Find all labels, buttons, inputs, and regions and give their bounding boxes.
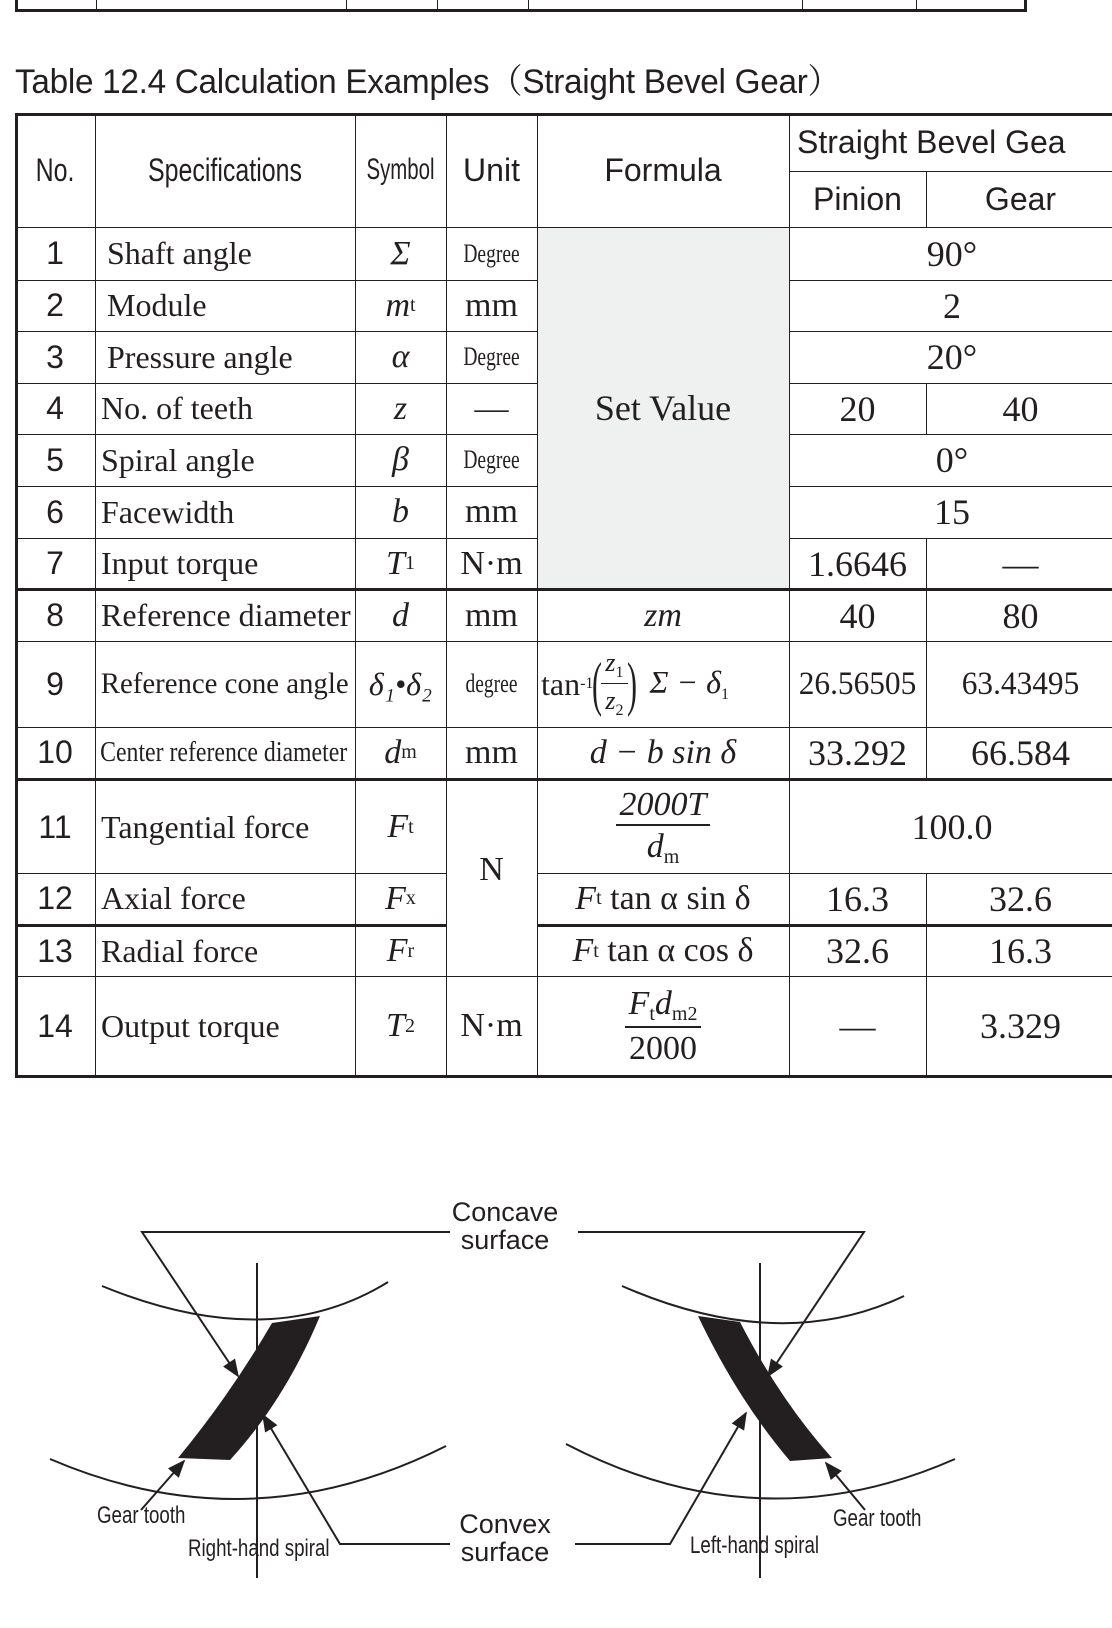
row-2-unit: mm: [465, 286, 518, 324]
left-hand-spiral-label: Left-hand spiral: [690, 1532, 820, 1559]
row-10-symbol: d m: [384, 733, 417, 771]
row-9-spec: Reference cone angle: [100, 667, 349, 700]
row-10-formula: d − b sin δ: [589, 733, 737, 771]
gear-tooth-shape-right: [698, 1316, 832, 1461]
row-4-gear: 40: [1002, 388, 1039, 429]
row-7-no: 7: [46, 545, 64, 581]
row-8-symbol: d: [392, 596, 409, 634]
header-pinion: Pinion: [813, 180, 902, 217]
row-8-pinion: 40: [839, 595, 876, 636]
concave-surface-label: Concave surface: [451, 1197, 559, 1255]
row-12-spec: Axial force: [101, 880, 246, 916]
row-12-symbol: F x: [385, 879, 416, 917]
previous-table-fragment: [15, 0, 1027, 12]
row-10-unit: mm: [465, 733, 518, 771]
header-specifications: Specifications: [147, 151, 303, 188]
row-5-symbol: β: [392, 441, 409, 478]
row-11-formula: $\frac{2000T}{d_m}$: [537, 781, 789, 873]
set-value-label: Set Value: [594, 387, 732, 428]
row-13-spec: Radial force: [101, 932, 259, 969]
row-1-value: 90°: [926, 233, 978, 274]
right-hand-spiral-label: Right-hand spiral: [188, 1535, 330, 1562]
row-5-value: 0°: [935, 440, 969, 480]
row-7-symbol: T 1: [386, 544, 415, 582]
row-9-unit: degree: [465, 669, 518, 698]
convex-surface-label: Convex surface: [459, 1509, 551, 1567]
row-8-unit: mm: [465, 596, 518, 634]
row-1-symbol: Σ: [390, 234, 411, 272]
row-11-no: 11: [38, 808, 72, 845]
row-8-spec: Reference diameter: [101, 597, 351, 633]
rows-11-13-unit: N: [479, 851, 504, 888]
row-9-formula: tan -1 ( $\frac{z_1}{z_2}$ ) $\Sigma - \delta_1$: [541, 647, 729, 719]
row-8-no: 8: [46, 597, 64, 633]
row-1-unit: Degree: [463, 238, 520, 268]
row-11-symbol: F t: [387, 808, 414, 845]
row-4-no: 4: [46, 390, 64, 426]
gear-tooth-label-right: Gear tooth: [833, 1505, 922, 1532]
row-6-no: 6: [46, 493, 64, 530]
row-14-spec: Output torque: [101, 1007, 280, 1044]
row-4-spec: No. of teeth: [101, 390, 253, 426]
row-10-pinion: 33.292: [808, 732, 907, 773]
header-formula: Formula: [604, 151, 722, 188]
row-3-spec: Pressure angle: [107, 338, 293, 375]
row-14-unit: N·m: [460, 1007, 523, 1044]
row-11-value: 100.0: [911, 807, 993, 847]
gear-tooth-shape-left: [178, 1316, 320, 1460]
row-9-pinion: 26.56505: [798, 665, 917, 702]
row-1-no: 1: [46, 235, 64, 271]
row-9-no: 9: [46, 665, 64, 702]
row-2-symbol: m t: [385, 286, 416, 324]
row-10-spec: Center reference diameter: [100, 736, 348, 768]
row-4-unit: —: [474, 389, 509, 427]
row-6-unit: mm: [465, 493, 518, 530]
row-1-spec: Shaft angle: [107, 235, 252, 271]
header-gear: Gear: [984, 180, 1057, 217]
row-6-symbol: b: [392, 493, 409, 530]
row-14-gear: 3.329: [980, 1006, 1061, 1046]
row-9-gear: 63.43495: [961, 665, 1080, 702]
row-12-formula: F t tan α sin δ: [575, 879, 751, 917]
row-8-gear: 80: [1002, 595, 1039, 636]
header-unit: Unit: [463, 151, 520, 188]
row-13-symbol: F r: [386, 932, 415, 969]
row-5-spec: Spiral angle: [101, 441, 255, 478]
header-straight-bevel-gear: Straight Bevel Gea: [797, 123, 1066, 160]
row-5-no: 5: [46, 441, 64, 478]
table-title: Table 12.4 Calculation Examples（Straight Bevel Gear）: [15, 63, 841, 101]
row-5-unit: Degree: [463, 445, 520, 474]
header-symbol: Symbol: [366, 153, 435, 186]
row-3-unit: Degree: [463, 342, 520, 371]
row-12-gear: 32.6: [989, 878, 1052, 919]
row-7-gear: —: [1002, 543, 1039, 584]
row-6-value: 15: [934, 492, 970, 532]
row-13-pinion: 32.6: [826, 931, 889, 971]
spiral-direction-diagram: [0, 1180, 1112, 1628]
row-2-spec: Module: [107, 287, 207, 323]
row-14-symbol: T 2: [386, 1007, 415, 1044]
row-10-gear: 66.584: [971, 732, 1070, 773]
row-3-no: 3: [46, 338, 64, 375]
row-13-formula: F t tan α cos δ: [572, 932, 754, 969]
row-9-symbol: δ₁•δ₂: [368, 665, 433, 702]
row-10-no: 10: [37, 734, 73, 770]
row-4-symbol: z: [393, 389, 408, 427]
row-3-symbol: α: [391, 338, 410, 375]
row-14-no: 14: [37, 1007, 73, 1044]
row-14-formula: $\frac{F_td_{m2}}{2000}$: [537, 977, 789, 1075]
gear-tooth-label-left: Gear tooth: [97, 1502, 186, 1529]
row-12-no: 12: [37, 880, 73, 916]
row-7-unit: N·m: [460, 544, 523, 582]
row-7-spec: Input torque: [101, 545, 259, 581]
row-13-gear: 16.3: [989, 931, 1052, 971]
row-3-value: 20°: [926, 337, 978, 377]
row-12-pinion: 16.3: [826, 878, 889, 919]
row-14-pinion: —: [839, 1006, 876, 1046]
row-13-no: 13: [37, 932, 73, 969]
row-7-pinion: 1.6646: [808, 543, 907, 584]
row-8-formula: zm: [644, 596, 682, 634]
header-no: No.: [35, 151, 75, 188]
row-2-no: 2: [46, 287, 64, 323]
row-11-spec: Tangential force: [101, 808, 310, 845]
row-2-value: 2: [943, 285, 961, 326]
row-4-pinion: 20: [839, 388, 876, 429]
row-6-spec: Facewidth: [101, 493, 235, 530]
